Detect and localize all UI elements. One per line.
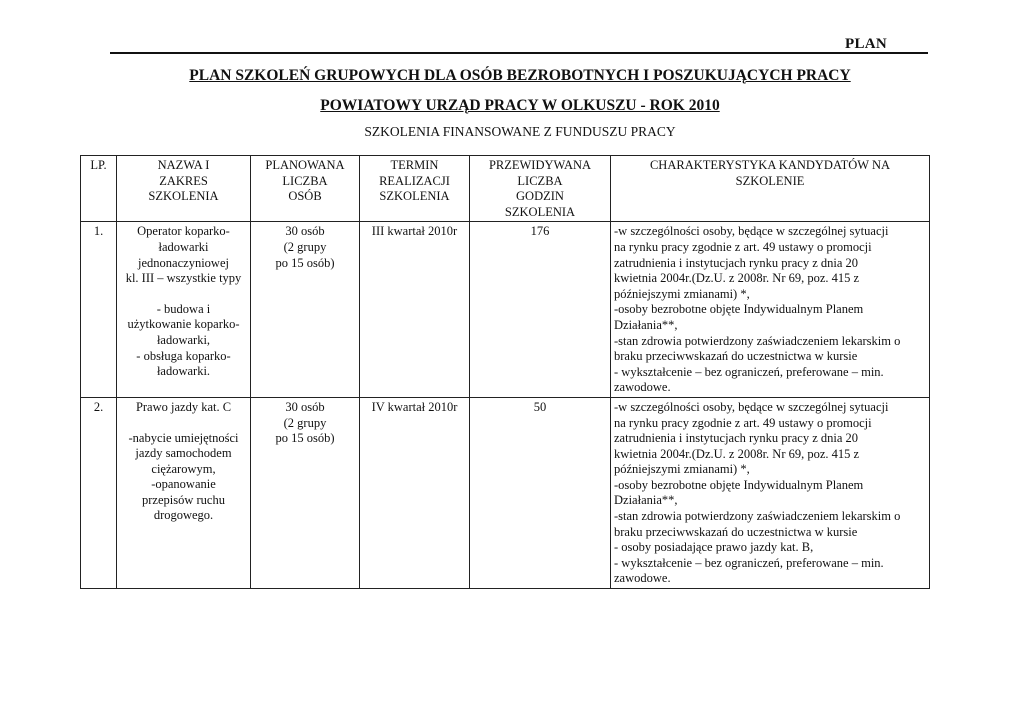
term-cell: IV kwartał 2010r xyxy=(360,397,470,588)
row-number: 1. xyxy=(81,222,117,398)
table-row xyxy=(81,222,930,398)
column-header-candidates: CHARAKTERYSTYKA KANDYDATÓW NA SZKOLENIE xyxy=(611,156,930,222)
table-row xyxy=(81,397,930,588)
term-cell: III kwartał 2010r xyxy=(360,222,470,398)
column-header-lp: LP. xyxy=(81,156,117,222)
funding-subtitle: SZKOLENIA FINANSOWANE Z FUNDUSZU PRACY xyxy=(364,124,676,139)
training-name-cell: Prawo jazdy kat. C -nabycie umiejętności jazdy samochodem ciężarowym, -opanowanie przepisów ruchu drogowego. xyxy=(117,397,251,588)
office-title: POWIATOWY URZĄD PRACY W OLKUSZU - ROK 2010 xyxy=(320,97,720,114)
document-title: PLAN SZKOLEŃ GRUPOWYCH DLA OSÓB BEZROBOTNYCH I POSZUKUJĄCYCH PRACY xyxy=(189,67,851,84)
hours-cell: 176 xyxy=(470,222,611,398)
column-header-name: NAZWA I ZAKRES SZKOLENIA xyxy=(117,156,251,222)
table-header-row xyxy=(81,156,930,222)
candidates-cell: -w szczególności osoby, będące w szczególnej sytuacji na rynku pracy zgodnie z art. 49 ustawy o promocji zatrudnienia i instytucjach rynku pracy z dnia 20 kwietnia 2004r.(Dz.U. z 2008r. Nr 69, poz. 415 z późniejszymi zmianami) *, -osoby bezrobotne objęte Indywidualnym Planem Działania**, -stan zdrowia potwierdzony zaświadczeniem lekarskim o braku przeciwwskazań do uczestnictwa w kursie - wykształcenie – bez ograniczeń, preferowane – min. zawodowe. xyxy=(611,222,930,398)
column-header-hours: PRZEWIDYWANA LICZBA GODZIN SZKOLENIA xyxy=(470,156,611,222)
page-label: PLAN xyxy=(845,36,888,52)
column-header-planned-count: PLANOWANA LICZBA OSÓB xyxy=(251,156,360,222)
candidates-cell: -w szczególności osoby, będące w szczególnej sytuacji na rynku pracy zgodnie z art. 49 ustawy o promocji zatrudnienia i instytucjach rynku pracy z dnia 20 kwietnia 2004r.(Dz.U. z 2008r. Nr 69, poz. 415 z późniejszymi zmianami) *, -osoby bezrobotne objęte Indywidualnym Planem Działania**, -stan zdrowia potwierdzony zaświadczeniem lekarskim o braku przeciwwskazań do uczestnictwa w kursie - osoby posiadające prawo jazdy kat. B, - wykształcenie – bez ograniczeń, preferowane – min. zawodowe. xyxy=(611,397,930,588)
training-name-cell: Operator koparko- ładowarki jednonaczyniowej kl. III – wszystkie typy - budowa i użytkowanie koparko- ładowarki, - obsługa koparko- ładowarki. xyxy=(117,222,251,398)
planned-count-cell: 30 osób (2 grupy po 15 osób) xyxy=(251,397,360,588)
header-rule xyxy=(110,52,928,54)
column-header-term: TERMIN REALIZACJI SZKOLENIA xyxy=(360,156,470,222)
hours-cell: 50 xyxy=(470,397,611,588)
planned-count-cell: 30 osób (2 grupy po 15 osób) xyxy=(251,222,360,398)
row-number: 2. xyxy=(81,397,117,588)
training-plan-table xyxy=(80,155,930,589)
